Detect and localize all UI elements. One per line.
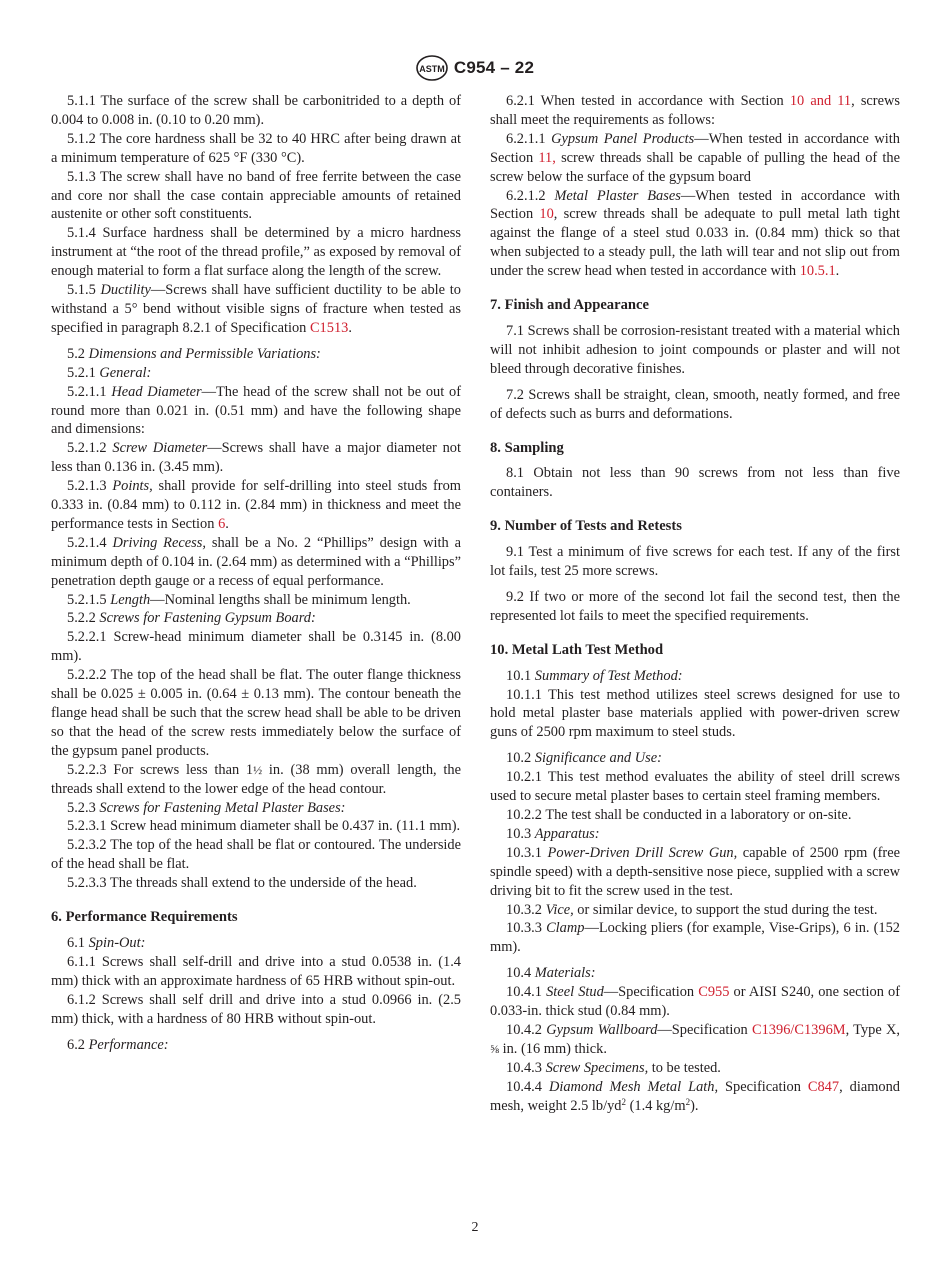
para-5-1-1: 5.1.1 The surface of the screw shall be carbonitrided to a depth of 0.004 to 0.008 in. (0.10 to 0.20 mm). bbox=[51, 93, 461, 128]
ref-section-10[interactable]: 10 bbox=[539, 206, 554, 223]
para-5-2: 5.2 Dimensions and Permissible Variations: bbox=[67, 345, 321, 362]
page-header bbox=[0, 54, 950, 82]
para-10-4-1: 10.4.1 Steel Stud—Specification C955 or AISI S240, one section of 0.033-in. thick stud (0.84 mm). bbox=[490, 984, 900, 1020]
para-6-2: 6.2 Performance: bbox=[67, 1036, 169, 1053]
astm-logo-text: ASTM bbox=[419, 64, 445, 74]
para-5-2-3: 5.2.3 Screws for Fastening Metal Plaster Bases: bbox=[67, 799, 346, 816]
para-5-1-5: 5.1.5 Ductility—Screws shall have sufficient ductility to be able to withstand a 5° bend without visible signs of fracture when tested as specified in paragraph 8.2.1 of Specification C1513. bbox=[51, 282, 461, 336]
para-10-4-3: 10.4.3 Screw Specimens, to be tested. bbox=[506, 1059, 721, 1076]
para-7-1: 7.1 Screws shall be corrosion-resistant treated with a material which will not inhibit adhesion to joint compounds or plaster and will not bleed through decorative finishes. bbox=[490, 322, 900, 377]
para-5-2-1-4: 5.2.1.4 Driving Recess, shall be a No. 2 “Phillips” design with a minimum depth of 0.104 in. (2.64 mm) as determined with a “Phillips” penetration depth gauge or a recess of equal performance. bbox=[51, 534, 461, 589]
ref-sections-10-11[interactable]: 10 and 11 bbox=[789, 93, 852, 109]
para-9-2: 9.2 If two or more of the second lot fail the second test, then the represented lot fails to meet the specified requirements. bbox=[490, 588, 900, 624]
para-6-2-1-2: 6.2.1.2 Metal Plaster Bases—When tested in accordance with Section 10, screw threads shall be adequate to pull metal lath tight against the flange of a steel stud 0.033 in. (0.84 mm) thick so that when subjected to a steady pull, the lath will tear and not slip out from under the screw head when tested in accordance with 10.5.1. bbox=[490, 187, 900, 280]
para-5-2-1: 5.2.1 General: bbox=[67, 364, 152, 381]
page-number: 2 bbox=[471, 1220, 479, 1235]
ref-10-5-1[interactable]: 10.5.1 bbox=[799, 263, 836, 280]
para-5-1-4: 5.1.4 Surface hardness shall be determined by a micro hardness instrument at “the root of the thread profile,” as exposed by removal of enough material to form a flat surface along the length of the screw. bbox=[51, 225, 461, 280]
para-5-2-2-3: 5.2.2.3 For screws less than 1½ in. (38 mm) overall length, the threads shall extend to the lower edge of the head contour. bbox=[51, 761, 461, 797]
para-5-2-1-5: 5.2.1.5 Length—Nominal lengths shall be minimum length. bbox=[67, 591, 411, 608]
para-10-1-1: 10.1.1 This test method utilizes steel screws designed for use to hold metal plaster base materials applied with power-driven screw guns of 2500 rpm maximum to steel studs. bbox=[490, 686, 900, 741]
para-5-1-3: 5.1.3 The screw shall have no band of free ferrite between the case and core nor shall the case contain appreciable amounts of retained austenite or other soft constituents. bbox=[51, 168, 461, 223]
ref-c955[interactable]: C955 bbox=[698, 984, 730, 1001]
document-designation: C954 – 22 bbox=[453, 58, 535, 77]
para-10-4: 10.4 Materials: bbox=[506, 965, 596, 982]
section-heading-10: 10. Metal Lath Test Method bbox=[490, 641, 664, 658]
left-column bbox=[51, 92, 461, 1054]
para-6-1-2: 6.1.2 Screws shall self drill and drive into a stud 0.0966 in. (2.5 mm) thick, with a hardness of 80 HRB without spin-out. bbox=[51, 991, 461, 1027]
para-6-2-1: 6.2.1 When tested in accordance with Section 10 and 11, screws shall meet the requirements as follows: bbox=[490, 93, 900, 128]
para-10-4-4: 10.4.4 Diamond Mesh Metal Lath, Specification C847, diamond mesh, weight 2.5 $lb/yd^2$ (1.4 $kg/m^2$). bbox=[490, 1078, 900, 1114]
para-10-3-2: 10.3.2 Vice, or similar device, to support the stud during the test. bbox=[506, 901, 878, 918]
para-10-1: 10.1 Summary of Test Method: bbox=[506, 667, 683, 684]
para-10-3-3: 10.3.3 Clamp—Locking pliers (for example, Vise-Grips), 6 in. (152 mm). bbox=[490, 920, 900, 956]
para-10-4-2: 10.4.2 Gypsum Wallboard—Specification C1396/C1396M, Type X, ⅝ in. (16 mm) thick. bbox=[490, 1021, 901, 1057]
para-8-1: 8.1 Obtain not less than 90 screws from not less than five containers. bbox=[490, 465, 900, 501]
para-5-2-3-2: 5.2.3.2 The top of the head shall be flat or contoured. The underside of the head shall be flat. bbox=[51, 837, 461, 873]
right-column bbox=[490, 92, 900, 1116]
para-6-1-1: 6.1.1 Screws shall self-drill and drive into a stud 0.0538 in. (1.4 mm) thick with an approximate hardness of 65 HRB without spin-out. bbox=[51, 953, 461, 989]
para-5-2-2-2: 5.2.2.2 The top of the head shall be flat. The outer flange thickness shall be 0.025 ± 0.005 in. (0.64 ± 0.13 mm). The contour beneath the flange head shall be such that the screw head shall be able to be driven so that the head of the screw rests immediately below the surface of the gypsum panel products. bbox=[51, 667, 461, 759]
para-10-2-2: 10.2.2 The test shall be conducted in a laboratory or on-site. bbox=[506, 807, 852, 823]
ref-c1396[interactable]: C1396/C1396M bbox=[752, 1021, 846, 1038]
section-heading-7: 7. Finish and Appearance bbox=[490, 297, 649, 314]
astm-logo-icon bbox=[416, 55, 448, 81]
para-9-1: 9.1 Test a minimum of five screws for each test. If any of the first lot fails, test 25 more screws. bbox=[490, 544, 900, 580]
para-5-2-1-3: 5.2.1.3 Points, shall provide for self-drilling into steel studs from 0.333 in. (0.84 mm) to 0.112 in. (2.84 mm) in thickness and meet the performance tests in Section 6. bbox=[51, 478, 461, 532]
para-5-2-2: 5.2.2 Screws for Fastening Gypsum Board: bbox=[67, 610, 316, 627]
para-5-2-2-1: 5.2.2.1 Screw-head minimum diameter shall be 0.3145 in. (8.00 mm). bbox=[51, 629, 461, 665]
section-heading-6: 6. Performance Requirements bbox=[51, 909, 238, 926]
para-10-2: 10.2 Significance and Use: bbox=[506, 750, 662, 767]
para-6-1: 6.1 Spin-Out: bbox=[67, 934, 146, 951]
para-5-2-3-3: 5.2.3.3 The threads shall extend to the underside of the head. bbox=[67, 875, 417, 892]
para-10-3: 10.3 Apparatus: bbox=[506, 825, 600, 842]
para-5-1-2: 5.1.2 The core hardness shall be 32 to 40 HRC after being drawn at a minimum temperature of 625 °F (330 °C). bbox=[51, 130, 461, 166]
ref-c847[interactable]: C847 bbox=[807, 1078, 840, 1095]
para-10-3-1: 10.3.1 Power-Driven Drill Screw Gun, capable of 2500 rpm (free spindle speed) with a depth-sensitive nose piece, supplied with a screw driving bit to fit the screw used in the test. bbox=[490, 844, 900, 899]
ref-section-11[interactable]: 11, bbox=[538, 149, 556, 166]
para-5-2-1-2: 5.2.1.2 Screw Diameter—Screws shall have a major diameter not less than 0.136 in. (3.45 mm). bbox=[51, 440, 461, 476]
para-10-2-1: 10.2.1 This test method evaluates the ability of steel drill screws used to secure metal plaster bases to certain steel framing members. bbox=[490, 769, 900, 805]
section-heading-9: 9. Number of Tests and Retests bbox=[490, 518, 682, 535]
ref-c1513[interactable]: C1513 bbox=[309, 319, 349, 336]
para-5-2-3-1: 5.2.3.1 Screw head minimum diameter shall be 0.437 in. (11.1 mm). bbox=[67, 818, 461, 835]
para-6-2-1-1: 6.2.1.1 Gypsum Panel Products—When tested in accordance with Section 11, screw threads shall be capable of pulling the head of the screw below the surface of the gypsum board bbox=[490, 130, 901, 185]
para-7-2: 7.2 Screws shall be straight, clean, smooth, neatly formed, and free of defects such as burrs and deformations. bbox=[490, 386, 900, 422]
para-5-2-1-1: 5.2.1.1 Head Diameter—The head of the screw shall not be out of round more than 0.021 in. (0.51 mm) and have the following shape and dimensions: bbox=[51, 383, 461, 438]
section-heading-8: 8. Sampling bbox=[490, 439, 564, 456]
ref-section-6[interactable]: 6 bbox=[218, 515, 226, 532]
